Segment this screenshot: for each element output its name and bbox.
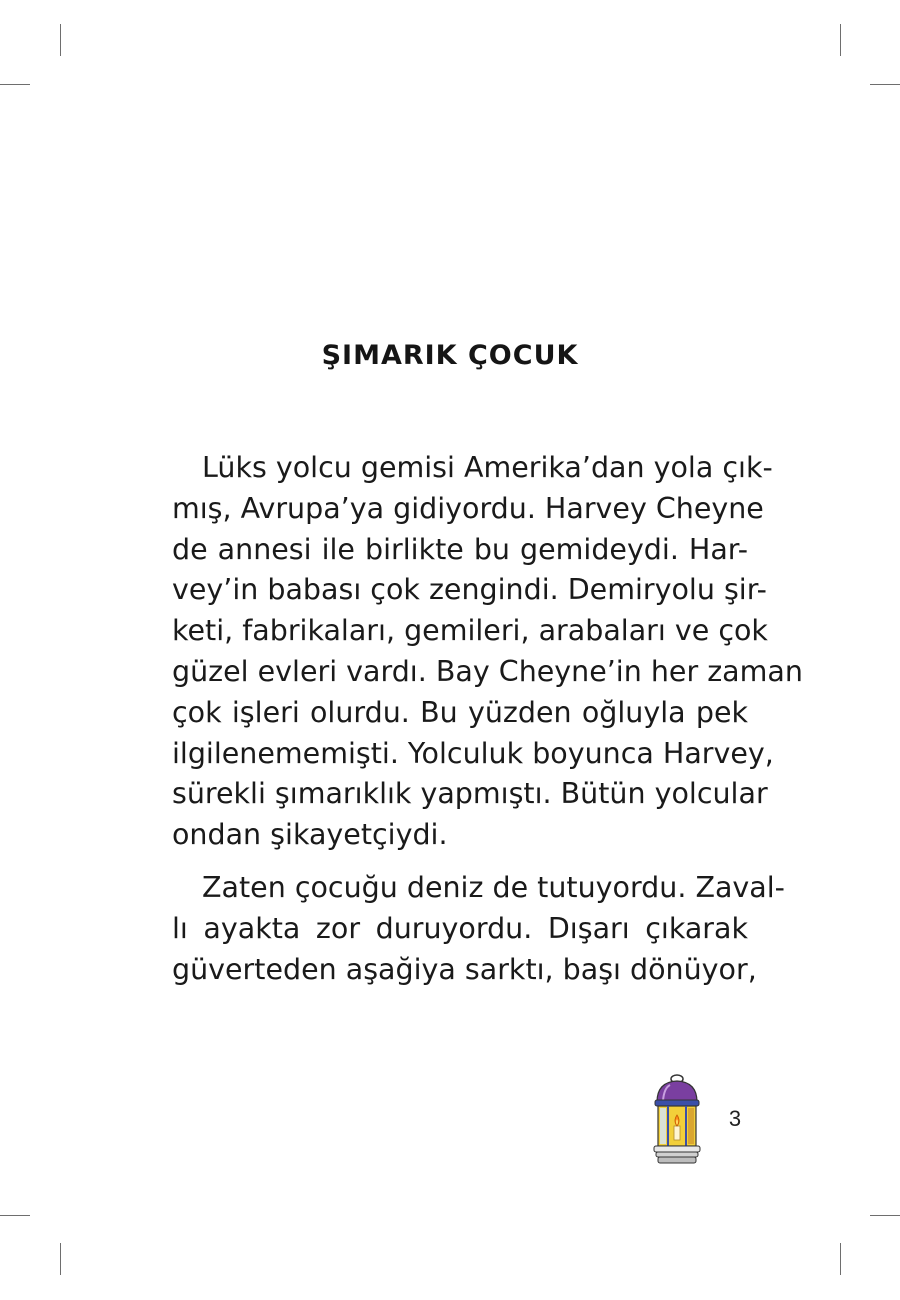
text-line: lı ayakta zor duruyordu. Dışarı çıkarak xyxy=(172,911,748,945)
paragraph-1 xyxy=(172,448,803,856)
crop-mark-bottom-left-horizontal xyxy=(0,1215,30,1216)
text-line: ondan şikayetçiydi. xyxy=(172,818,448,852)
text-line: çok işleri olurdu. Bu yüzden oğluyla pek xyxy=(172,695,748,729)
text-line: ilgilenememişti. Yolculuk boyunca Harvey, xyxy=(172,736,774,770)
text-line: de annesi ile birlikte bu gemideydi. Har- xyxy=(172,532,748,566)
crop-mark-top-right-horizontal xyxy=(870,84,900,85)
body-text xyxy=(172,448,803,990)
text-line: sürekli şımarıklık yapmıştı. Bütün yolcular xyxy=(172,777,768,811)
chapter-title: ŞIMARIK ÇOCUK xyxy=(321,340,579,371)
crop-mark-bottom-right-vertical xyxy=(840,1243,841,1275)
text-line: vey’in babası çok zengindi. Demiryolu şir- xyxy=(172,573,767,607)
crop-mark-top-left-horizontal xyxy=(0,84,30,85)
lantern-icon xyxy=(648,1074,706,1166)
text-line: Lüks yolcu gemisi Amerika’dan yola çık- xyxy=(202,451,773,484)
crop-mark-bottom-right-horizontal xyxy=(870,1215,900,1216)
crop-mark-top-left-vertical xyxy=(60,24,61,56)
text-line: mış, Avrupa’ya gidiyordu. Harvey Cheyne xyxy=(172,491,764,525)
page-number: 3 xyxy=(728,1106,742,1131)
text-line: güverteden aşağiya sarktı, başı dönüyor, xyxy=(172,952,757,986)
text-line: güzel evleri vardı. Bay Cheyne’in her zaman xyxy=(172,654,803,688)
crop-mark-bottom-left-vertical xyxy=(60,1243,61,1275)
paragraph-2 xyxy=(172,868,785,990)
crop-mark-top-right-vertical xyxy=(840,24,841,56)
text-line: keti, fabrikaları, gemileri, arabaları ve çok xyxy=(172,614,768,648)
text-line: Zaten çocuğu deniz de tutuyordu. Zaval- xyxy=(202,870,785,904)
